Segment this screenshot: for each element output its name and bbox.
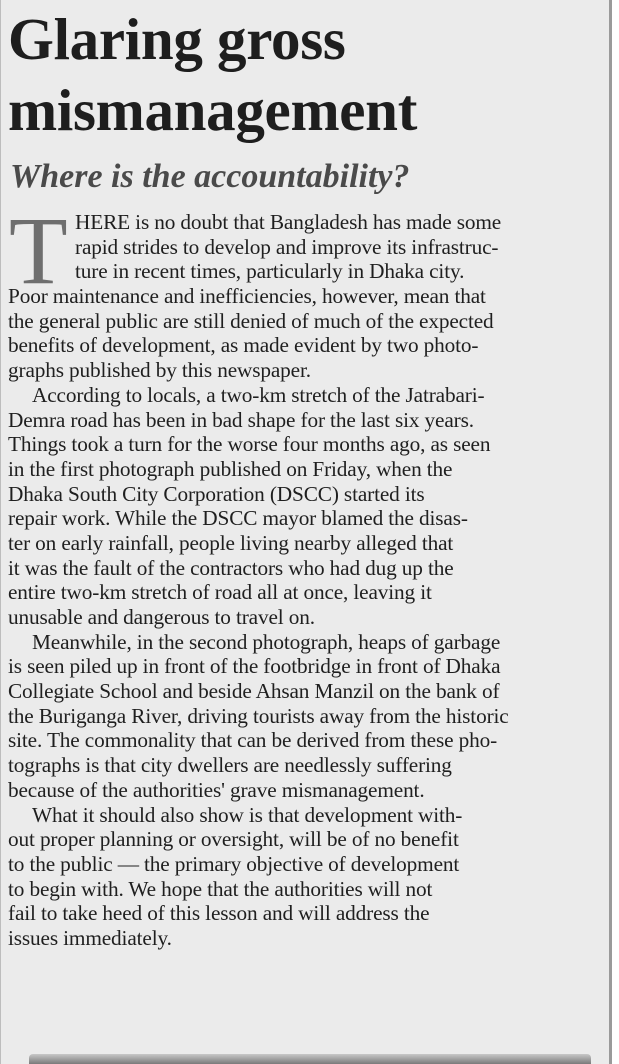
text-line: rapid strides to develop and improve its infrastruc- (75, 234, 499, 259)
text-line: the general public are still denied of much of the expected (8, 308, 494, 333)
text-line: is seen piled up in front of the footbridge in front of Dhaka (8, 654, 501, 679)
text-line: fail to take heed of this lesson and will address the (8, 901, 430, 926)
text-line: site. The commonality that can be derived from these pho- (8, 728, 498, 753)
text-line: out proper planning or oversight, will be of no benefit (8, 827, 459, 852)
text-line: Meanwhile, in the second photograph, heaps of garbage (32, 629, 501, 654)
text-line: HERE is no doubt that Bangladesh has made some (75, 210, 502, 234)
text-line: ture in recent times, particularly in Dhaka city. (75, 259, 465, 284)
text-line: to begin with. We hope that the authorities will not (8, 876, 433, 901)
headline-line: Glaring gross (8, 6, 346, 72)
text-line: repair work. While the DSCC mayor blamed the disas- (8, 506, 468, 531)
text-line: tographs is that city dwellers are needlessly suffering (8, 753, 452, 778)
paragraph (8, 803, 598, 951)
paragraph (8, 630, 598, 803)
text-line: issues immediately. (8, 925, 172, 950)
text-line: the Buriganga River, driving tourists away from the historic (8, 703, 509, 728)
text-line: Collegiate School and beside Ahsan Manzil on the bank of (8, 679, 500, 704)
text-line: graphs published by this newspaper. (8, 358, 311, 383)
paragraph (8, 197, 598, 383)
headline (8, 4, 598, 146)
text-line: benefits of development, as made evident by two photo- (8, 333, 479, 358)
text-line: it was the fault of the contractors who had dug up the (8, 555, 454, 580)
text-line: Poor maintenance and inefficiencies, however, mean that (8, 284, 486, 309)
subheadline: Where is the accountability? (10, 158, 410, 195)
article-body (8, 197, 598, 951)
headline-line: mismanagement (8, 77, 418, 143)
drop-cap: T (9, 197, 68, 304)
text-line: Dhaka South City Corporation (DSCC) started its (8, 481, 425, 506)
text-line: ter on early rainfall, people living nearby alleged that (8, 530, 454, 555)
text-line: in the first photograph published on Friday, when the (8, 456, 453, 481)
text-line: According to locals, a two-km stretch of the Jatrabari- (32, 382, 485, 407)
text-line: to the public — the primary objective of development (8, 851, 460, 876)
paragraph (8, 383, 598, 630)
text-line: Demra road has been in bad shape for the last six years. (8, 407, 474, 432)
bottom-edge-divider (29, 1054, 591, 1064)
text-line: because of the authorities' grave mismanagement. (8, 777, 425, 802)
text-line: unusable and dangerous to travel on. (8, 605, 315, 629)
text-line: Things took a turn for the worse four months ago, as seen (8, 432, 491, 457)
text-line: entire two-km stretch of road all at once, leaving it (8, 580, 432, 605)
text-line: What it should also show is that development with- (32, 802, 463, 827)
